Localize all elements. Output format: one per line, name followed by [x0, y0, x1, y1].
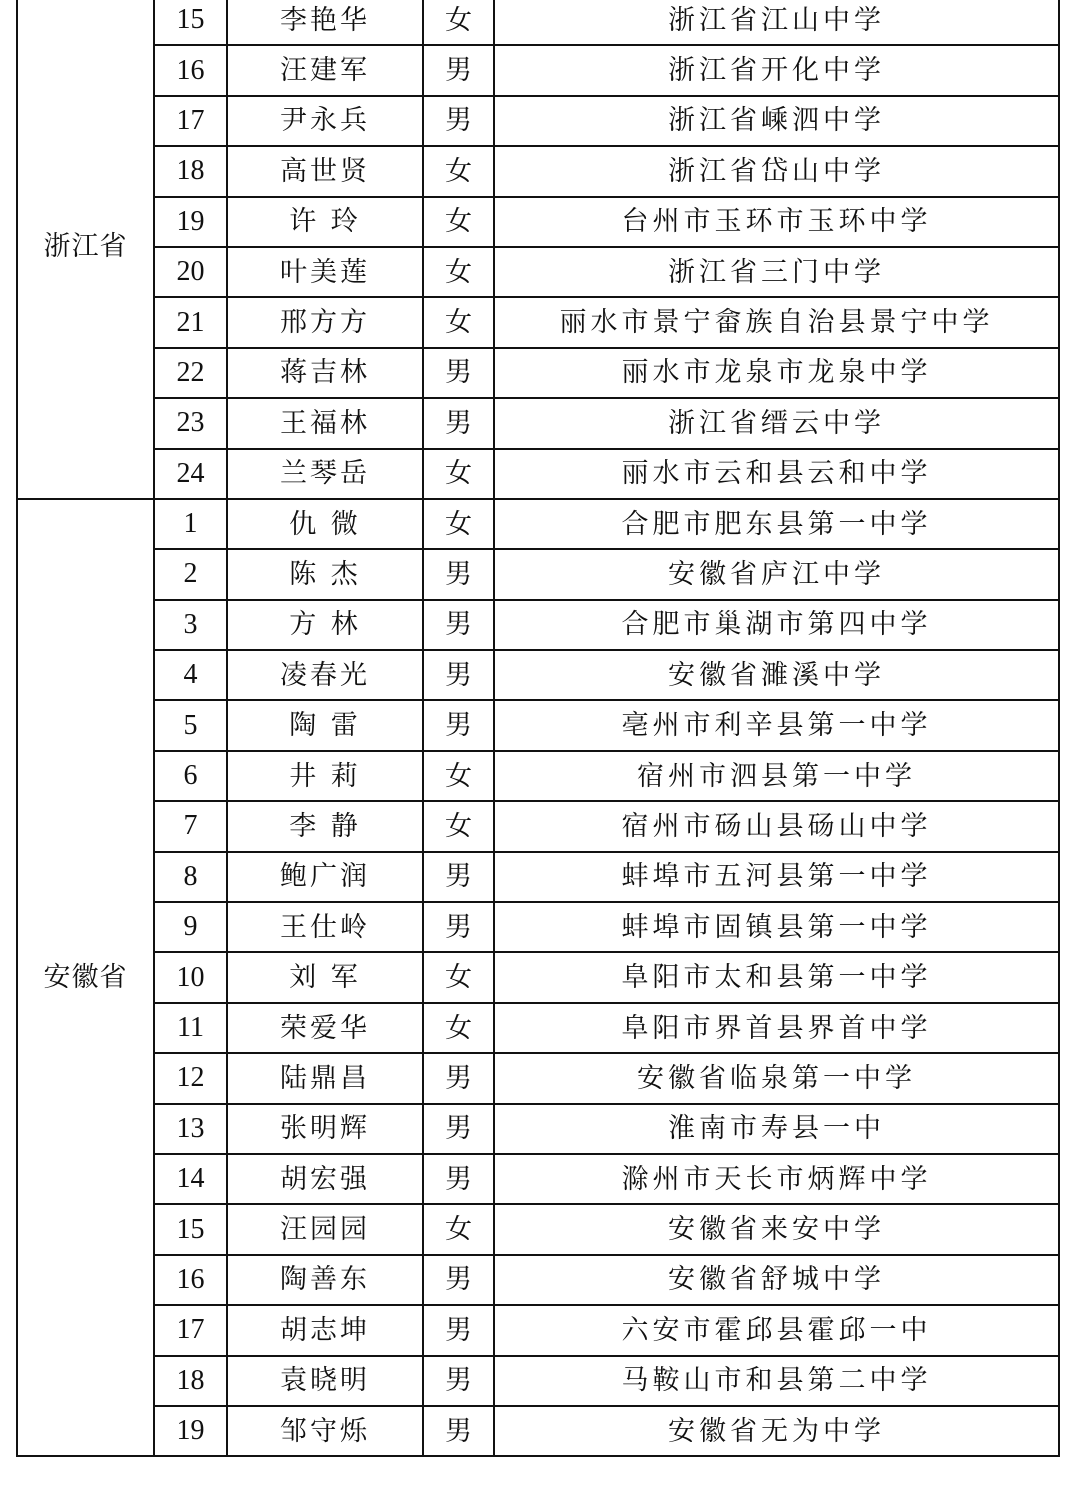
- table-row: [17, 700, 1059, 750]
- gender-cell: 男: [423, 348, 494, 398]
- name-cell: 叶美莲: [227, 247, 423, 297]
- school-cell: 丽水市龙泉市龙泉中学: [494, 348, 1059, 398]
- school-cell: 台州市玉环市玉环中学: [494, 197, 1059, 247]
- school-cell: 丽水市景宁畲族自治县景宁中学: [494, 297, 1059, 347]
- name-cell: 高世贤: [227, 146, 423, 196]
- table-row: [17, 549, 1059, 599]
- number-cell: 19: [154, 197, 227, 247]
- gender-cell: 女: [423, 197, 494, 247]
- school-cell: 浙江省三门中学: [494, 247, 1059, 297]
- name-cell: 陶 雷: [227, 700, 423, 750]
- gender-cell: 女: [423, 751, 494, 801]
- gender-cell: 男: [423, 1255, 494, 1305]
- table-row: [17, 398, 1059, 448]
- name-cell: 方 林: [227, 600, 423, 650]
- school-cell: 六安市霍邱县霍邱一中: [494, 1305, 1059, 1355]
- number-cell: 8: [154, 852, 227, 902]
- gender-cell: 女: [423, 499, 494, 549]
- name-cell: 汪建军: [227, 45, 423, 95]
- school-cell: 宿州市泗县第一中学: [494, 751, 1059, 801]
- school-cell: 安徽省无为中学: [494, 1406, 1059, 1456]
- name-cell: 王福林: [227, 398, 423, 448]
- number-cell: 4: [154, 650, 227, 700]
- name-cell: 胡宏强: [227, 1154, 423, 1204]
- gender-cell: 男: [423, 1356, 494, 1406]
- name-cell: 陆鼎昌: [227, 1053, 423, 1103]
- school-cell: 浙江省岱山中学: [494, 146, 1059, 196]
- roster-body: [17, 0, 1059, 1456]
- number-cell: 22: [154, 348, 227, 398]
- name-cell: 许 玲: [227, 197, 423, 247]
- school-cell: 马鞍山市和县第二中学: [494, 1356, 1059, 1406]
- table-row: [17, 952, 1059, 1002]
- name-cell: 袁晓明: [227, 1356, 423, 1406]
- school-cell: 安徽省濉溪中学: [494, 650, 1059, 700]
- number-cell: 24: [154, 449, 227, 499]
- name-cell: 仇 微: [227, 499, 423, 549]
- gender-cell: 女: [423, 247, 494, 297]
- school-cell: 滁州市天长市炳辉中学: [494, 1154, 1059, 1204]
- gender-cell: 女: [423, 0, 494, 45]
- table-row: [17, 0, 1059, 45]
- gender-cell: 女: [423, 297, 494, 347]
- table-row: [17, 197, 1059, 247]
- table-row: [17, 1154, 1059, 1204]
- number-cell: 11: [154, 1003, 227, 1053]
- gender-cell: 男: [423, 650, 494, 700]
- school-cell: 安徽省庐江中学: [494, 549, 1059, 599]
- gender-cell: 男: [423, 96, 494, 146]
- school-cell: 安徽省舒城中学: [494, 1255, 1059, 1305]
- name-cell: 井 莉: [227, 751, 423, 801]
- name-cell: 胡志坤: [227, 1305, 423, 1355]
- number-cell: 18: [154, 146, 227, 196]
- number-cell: 15: [154, 1204, 227, 1254]
- gender-cell: 女: [423, 1003, 494, 1053]
- number-cell: 1: [154, 499, 227, 549]
- table-row: [17, 1406, 1059, 1456]
- gender-cell: 男: [423, 600, 494, 650]
- table-row: [17, 247, 1059, 297]
- table-row: [17, 1204, 1059, 1254]
- school-cell: 安徽省来安中学: [494, 1204, 1059, 1254]
- number-cell: 15: [154, 0, 227, 45]
- number-cell: 19: [154, 1406, 227, 1456]
- table-row: [17, 1003, 1059, 1053]
- name-cell: 兰琴岳: [227, 449, 423, 499]
- number-cell: 16: [154, 1255, 227, 1305]
- table-row: [17, 1053, 1059, 1103]
- number-cell: 13: [154, 1104, 227, 1154]
- table-row: [17, 650, 1059, 700]
- table-row: [17, 801, 1059, 851]
- school-cell: 丽水市云和县云和中学: [494, 449, 1059, 499]
- gender-cell: 男: [423, 1053, 494, 1103]
- gender-cell: 女: [423, 801, 494, 851]
- name-cell: 陈 杰: [227, 549, 423, 599]
- gender-cell: 女: [423, 1204, 494, 1254]
- name-cell: 凌春光: [227, 650, 423, 700]
- school-cell: 浙江省开化中学: [494, 45, 1059, 95]
- name-cell: 陶善东: [227, 1255, 423, 1305]
- number-cell: 23: [154, 398, 227, 448]
- school-cell: 蚌埠市固镇县第一中学: [494, 902, 1059, 952]
- name-cell: 尹永兵: [227, 96, 423, 146]
- number-cell: 21: [154, 297, 227, 347]
- number-cell: 20: [154, 247, 227, 297]
- school-cell: 宿州市砀山县砀山中学: [494, 801, 1059, 851]
- table-row: [17, 600, 1059, 650]
- school-cell: 浙江省嵊泗中学: [494, 96, 1059, 146]
- name-cell: 邢方方: [227, 297, 423, 347]
- number-cell: 17: [154, 1305, 227, 1355]
- gender-cell: 男: [423, 398, 494, 448]
- gender-cell: 男: [423, 1104, 494, 1154]
- name-cell: 王仕岭: [227, 902, 423, 952]
- province-cell: 安徽省: [17, 499, 154, 1456]
- name-cell: 荣爱华: [227, 1003, 423, 1053]
- name-cell: 李 静: [227, 801, 423, 851]
- gender-cell: 女: [423, 952, 494, 1002]
- name-cell: 张明辉: [227, 1104, 423, 1154]
- table-row: [17, 297, 1059, 347]
- province-cell: 浙江省: [17, 0, 154, 499]
- number-cell: 10: [154, 952, 227, 1002]
- name-cell: 刘 军: [227, 952, 423, 1002]
- name-cell: 邹守烁: [227, 1406, 423, 1456]
- number-cell: 17: [154, 96, 227, 146]
- table-row: [17, 146, 1059, 196]
- school-cell: 蚌埠市五河县第一中学: [494, 852, 1059, 902]
- number-cell: 6: [154, 751, 227, 801]
- number-cell: 14: [154, 1154, 227, 1204]
- roster-table: [16, 0, 1060, 1457]
- number-cell: 7: [154, 801, 227, 851]
- gender-cell: 男: [423, 549, 494, 599]
- table-row: [17, 348, 1059, 398]
- school-cell: 淮南市寿县一中: [494, 1104, 1059, 1154]
- number-cell: 5: [154, 700, 227, 750]
- table-row: [17, 449, 1059, 499]
- school-cell: 阜阳市界首县界首中学: [494, 1003, 1059, 1053]
- school-cell: 合肥市肥东县第一中学: [494, 499, 1059, 549]
- school-cell: 安徽省临泉第一中学: [494, 1053, 1059, 1103]
- table-row: [17, 499, 1059, 549]
- name-cell: 李艳华: [227, 0, 423, 45]
- number-cell: 12: [154, 1053, 227, 1103]
- gender-cell: 男: [423, 1305, 494, 1355]
- number-cell: 9: [154, 902, 227, 952]
- table-row: [17, 1104, 1059, 1154]
- number-cell: 18: [154, 1356, 227, 1406]
- school-cell: 浙江省缙云中学: [494, 398, 1059, 448]
- table-row: [17, 96, 1059, 146]
- gender-cell: 男: [423, 45, 494, 95]
- gender-cell: 男: [423, 1406, 494, 1456]
- gender-cell: 男: [423, 852, 494, 902]
- number-cell: 2: [154, 549, 227, 599]
- gender-cell: 男: [423, 1154, 494, 1204]
- table-row: [17, 852, 1059, 902]
- name-cell: 汪园园: [227, 1204, 423, 1254]
- gender-cell: 男: [423, 700, 494, 750]
- table-row: [17, 1305, 1059, 1355]
- gender-cell: 女: [423, 146, 494, 196]
- table-row: [17, 902, 1059, 952]
- table-row: [17, 1255, 1059, 1305]
- school-cell: 浙江省江山中学: [494, 0, 1059, 45]
- school-cell: 亳州市利辛县第一中学: [494, 700, 1059, 750]
- number-cell: 3: [154, 600, 227, 650]
- school-cell: 合肥市巢湖市第四中学: [494, 600, 1059, 650]
- gender-cell: 女: [423, 449, 494, 499]
- number-cell: 16: [154, 45, 227, 95]
- name-cell: 蒋吉林: [227, 348, 423, 398]
- gender-cell: 男: [423, 902, 494, 952]
- table-row: [17, 1356, 1059, 1406]
- table-row: [17, 751, 1059, 801]
- school-cell: 阜阳市太和县第一中学: [494, 952, 1059, 1002]
- name-cell: 鲍广润: [227, 852, 423, 902]
- table-row: [17, 45, 1059, 95]
